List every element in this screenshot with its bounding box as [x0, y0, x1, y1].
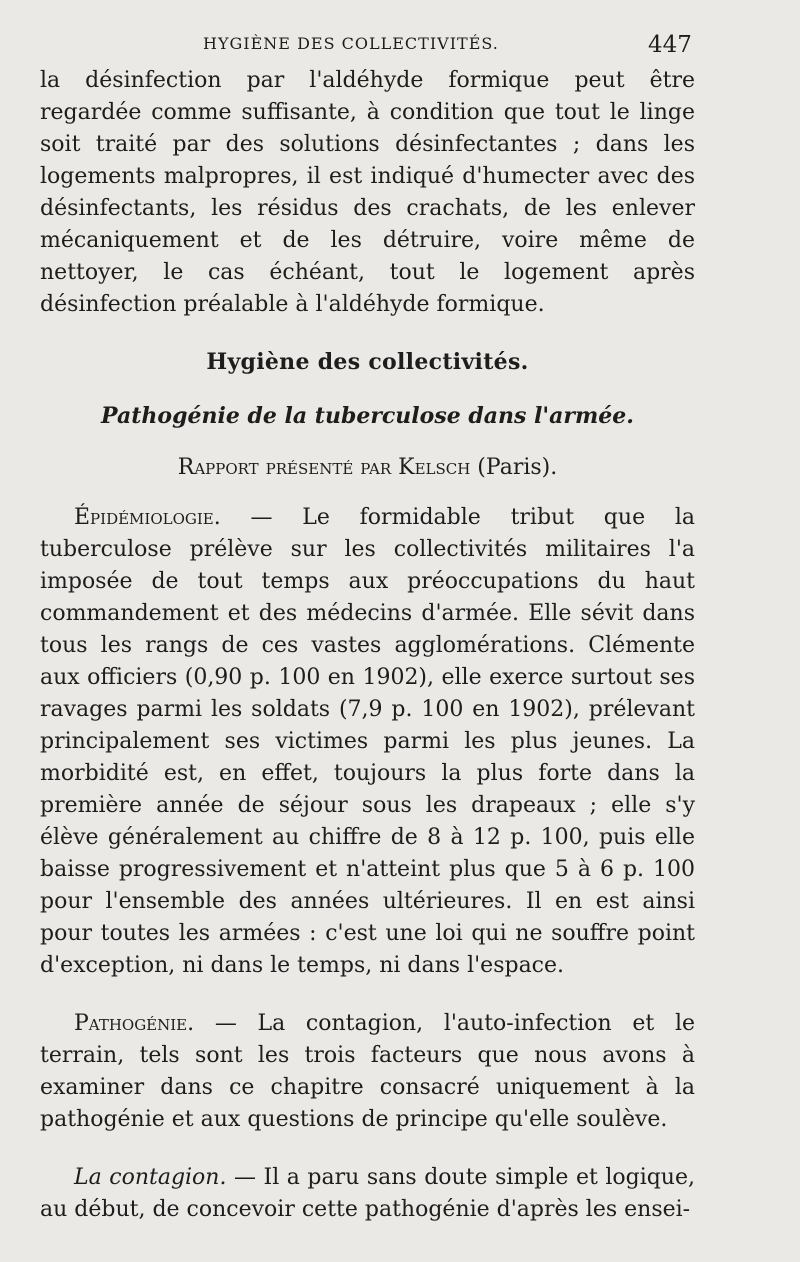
page-body [40, 65, 695, 1226]
opening-paragraph: la désinfection par l'aldéhyde formique peut être regardée comme suffisante, à condition que tout le linge soit traité par des solutions désinfectantes ; dans les logements malpropres, il est indiqué d'humecter avec des désinfectants, les résidus des crachats, de les enlever mécaniquement et de les détruire, voire même de nettoyer, le cas échéant, tout le logement après désinfection préalable à l'aldéhyde formique. [40, 68, 695, 317]
epidemiologie-paragraph [40, 502, 695, 982]
epidemiologie-heading: Épidémiologie. [74, 505, 221, 530]
page-number: 447 [648, 32, 692, 58]
pathogenie-text: — La contagion, l'auto-infection et le terrain, tels sont les trois facteurs que nous avons à examiner dans ce chapitre consacré uniquement à la pathogénie et aux questions de principe qu'elle soulève. [40, 1011, 695, 1132]
contagion-text: — Il a paru sans doute simple et logique, au début, de concevoir cette pathogénie d'après les ensei- [40, 1165, 695, 1222]
contagion-paragraph [40, 1162, 695, 1226]
section-title: Hygiène des collectivités. [206, 349, 529, 375]
pathogenie-paragraph [40, 1008, 695, 1136]
report-location: (Paris). [470, 455, 558, 480]
contagion-heading: La contagion. [74, 1165, 227, 1190]
pathogenie-heading: Pathogénie. [74, 1011, 195, 1036]
report-prefix: Rapport présenté par Kelsch [177, 455, 471, 480]
report-byline [40, 452, 695, 484]
epidemiologie-text: — Le formidable tribut que la tuberculose prélève sur les collectivités militaires l'a imposée de tout temps aux préoccupations du haut commandement et des médecins d'armée. Elle sévit dans tous les rangs de ces vastes agglomérations. Clémente aux officiers (0,90 p. 100 en 1902), elle exerce surtout ses ravages parmi les soldats (7,9 p. 100 en 1902), prélevant principalement ses victimes parmi les plus jeunes. La morbidité est, en effet, toujours la plus forte dans la première année de séjour sous les drapeaux ; elle s'y élève généralement au chiffre de 8 à 12 p. 100, puis elle baisse progressivement et n'atteint plus que 5 à 6 p. 100 pour l'ensemble des années ultérieures. Il en est ainsi pour toutes les armées : c'est une loi qui ne souffre point d'exception, ni dans le temps, ni dans l'espace. [40, 505, 695, 978]
running-title: HYGIÈNE DES COLLECTIVITÉS. [203, 34, 499, 53]
page-header [0, 32, 800, 62]
subsection-title: Pathogénie de la tuberculose dans l'armée. [101, 403, 634, 429]
